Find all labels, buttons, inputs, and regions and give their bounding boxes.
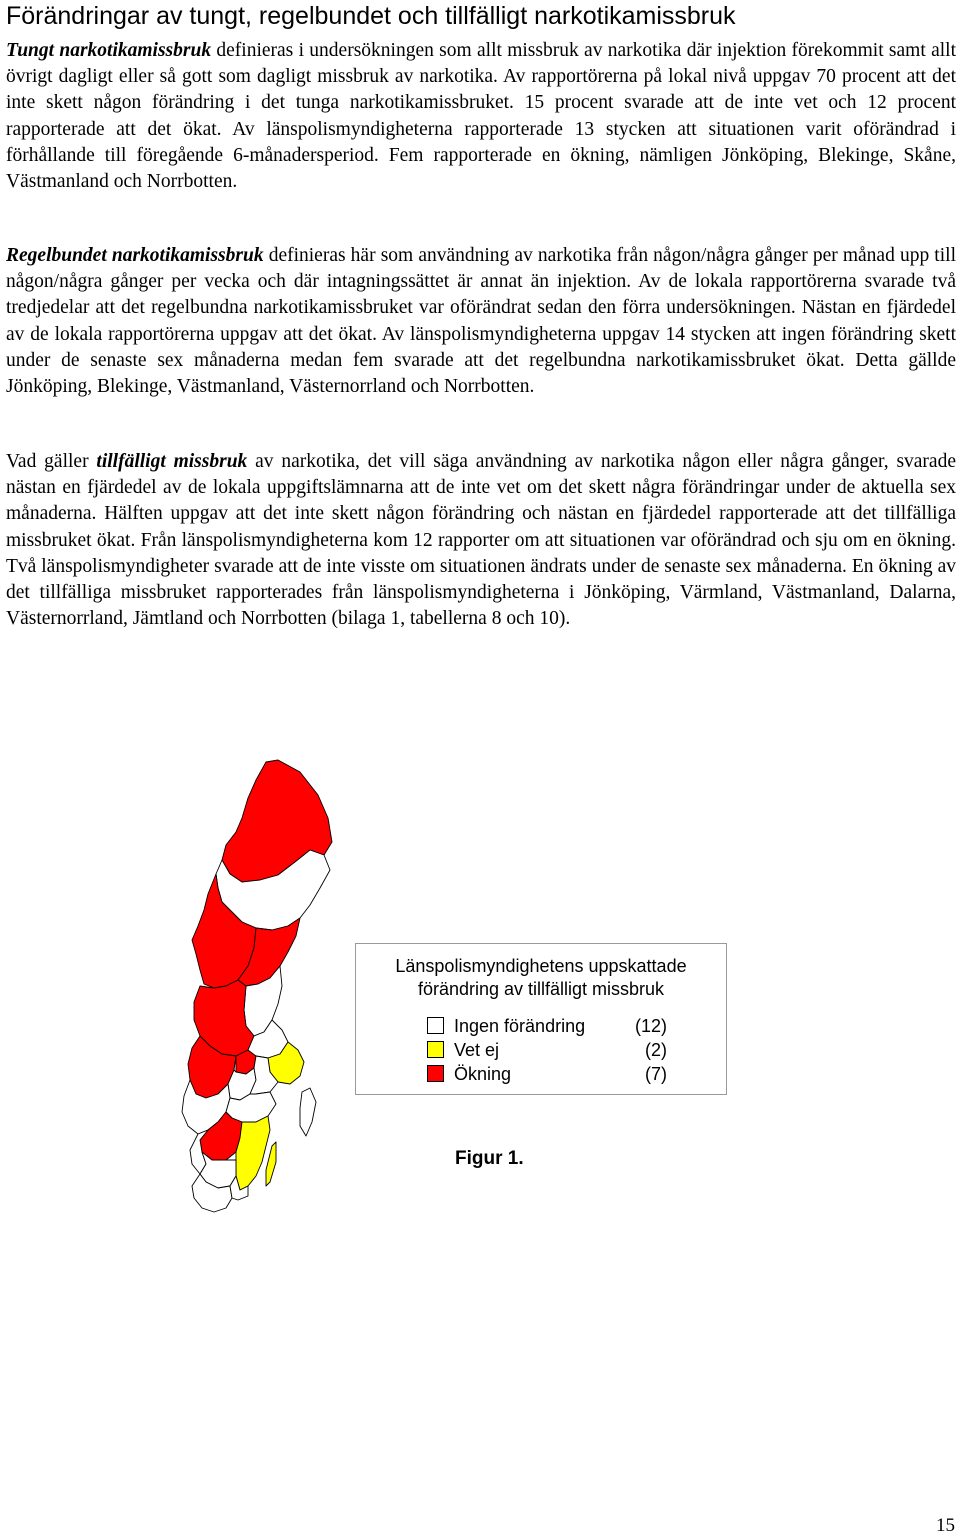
legend-swatch-red [427, 1065, 444, 1082]
map-legend [355, 943, 727, 1095]
legend-item-unchanged [427, 1014, 667, 1038]
legend-item-increase [427, 1062, 667, 1086]
legend-count: (12) [634, 1016, 667, 1036]
legend-label: Vet ej [454, 1040, 500, 1060]
legend-count: (2) [645, 1040, 667, 1060]
legend-label: Ökning [454, 1064, 512, 1084]
term-tillfalligt: tillfälligt missbruk [96, 451, 248, 472]
county-gotland [300, 1088, 316, 1136]
legend-swatch-yellow [427, 1041, 444, 1058]
legend-title-line-1: Länspolismyndighetens uppskattade [395, 956, 687, 976]
page-heading: Förändringar av tungt, regelbundet och tillfälligt narkotikamissbruk [6, 2, 736, 30]
legend-title [356, 955, 726, 1001]
legend-count: (7) [645, 1064, 667, 1084]
paragraph-tungt [6, 38, 956, 195]
figure-caption: Figur 1. [455, 1148, 524, 1169]
legend-item-unknown [427, 1038, 667, 1062]
paragraph-tillfalligt-text: av narkotika, det vill säga användning av narkotika någon eller några gånger, svarade nästan en fjärdedel av de lokala uppgiftslämnarna att de inte vet om det skett några förändringar under de aktuella sex månaderna. Hälften uppgav att det inte skett någon förändring och nästan en fjärdedel rapporterade att det tillfälliga missbruket ökat. Från länspolismyndigheterna kom 12 rapporter om att situationen var oförändrad och sju om en ökning. Två länspolismyndigheter svarade att de inte visste om situationen ändrats under de senaste sex månaderna. En ökning av det tillfälliga missbruket rapporterades från länspolismyndigheterna i Jönköping, Värmland, Västmanland, Dalarna, Västernorrland, Jämtland och Norrbotten (bilaga 1, tabellerna 8 och 10). [6, 451, 956, 630]
legend-swatch-white [427, 1017, 444, 1034]
paragraph-tillfalligt [6, 449, 956, 632]
term-tungt: Tungt narkotikamissbruk [6, 40, 212, 61]
paragraph-regelbundet-text: definieras här som användning av narkotika från någon/några gånger per månad upp till någon/några gånger per vecka och där intagningssättet är annat än injektion. Av de lokala rapportörerna svarade två tredjedelar att det regelbundna narkotikamissbruket var oförändrat sedan den förra undersökningen. Nästan en fjärdedel av de lokala rapportörerna uppgav att det ökat. Av länspolismyndigheterna uppgav 14 stycken att ingen förändring skett under de senaste sex månaderna medan fem svarade att det regelbundna narkotikamissbruket ökat. Detta gällde Jönköping, Blekinge, Västmanland, Västernorrland och Norrbotten. [6, 245, 956, 398]
legend-label: Ingen förändring [454, 1016, 586, 1036]
term-regelbundet: Regelbundet narkotikamissbruk [6, 245, 264, 266]
county-kalmar [236, 1116, 270, 1190]
sweden-county-map [160, 750, 350, 1220]
county-oland [266, 1142, 276, 1186]
page-number: 15 [936, 1515, 955, 1536]
paragraph-tillfalligt-pre: Vad gäller [6, 451, 97, 472]
paragraph-regelbundet [6, 243, 956, 400]
paragraph-tungt-text: definieras i undersökningen som allt missbruk av narkotika där injektion förekommit samt allt övrigt dagligt eller så gott som dagligt missbruk av narkotika. Av rapportörerna på lokal nivå uppgav 70 procent att det inte skett någon förändring i det tunga narkotikamissbruket. 15 procent svarade att de inte vet och 12 procent rapporterade att det ökat. Av länspolismyndigheterna rapporterade 13 stycken att situationen varit oförändrad i förhållande till föregående 6-månadersperiod. Fem rapporterade en ökning, nämligen Jönköping, Blekinge, Skåne, Västmanland och Norrbotten. [6, 40, 956, 193]
legend-title-line-2: förändring av tillfälligt missbruk [417, 979, 665, 999]
